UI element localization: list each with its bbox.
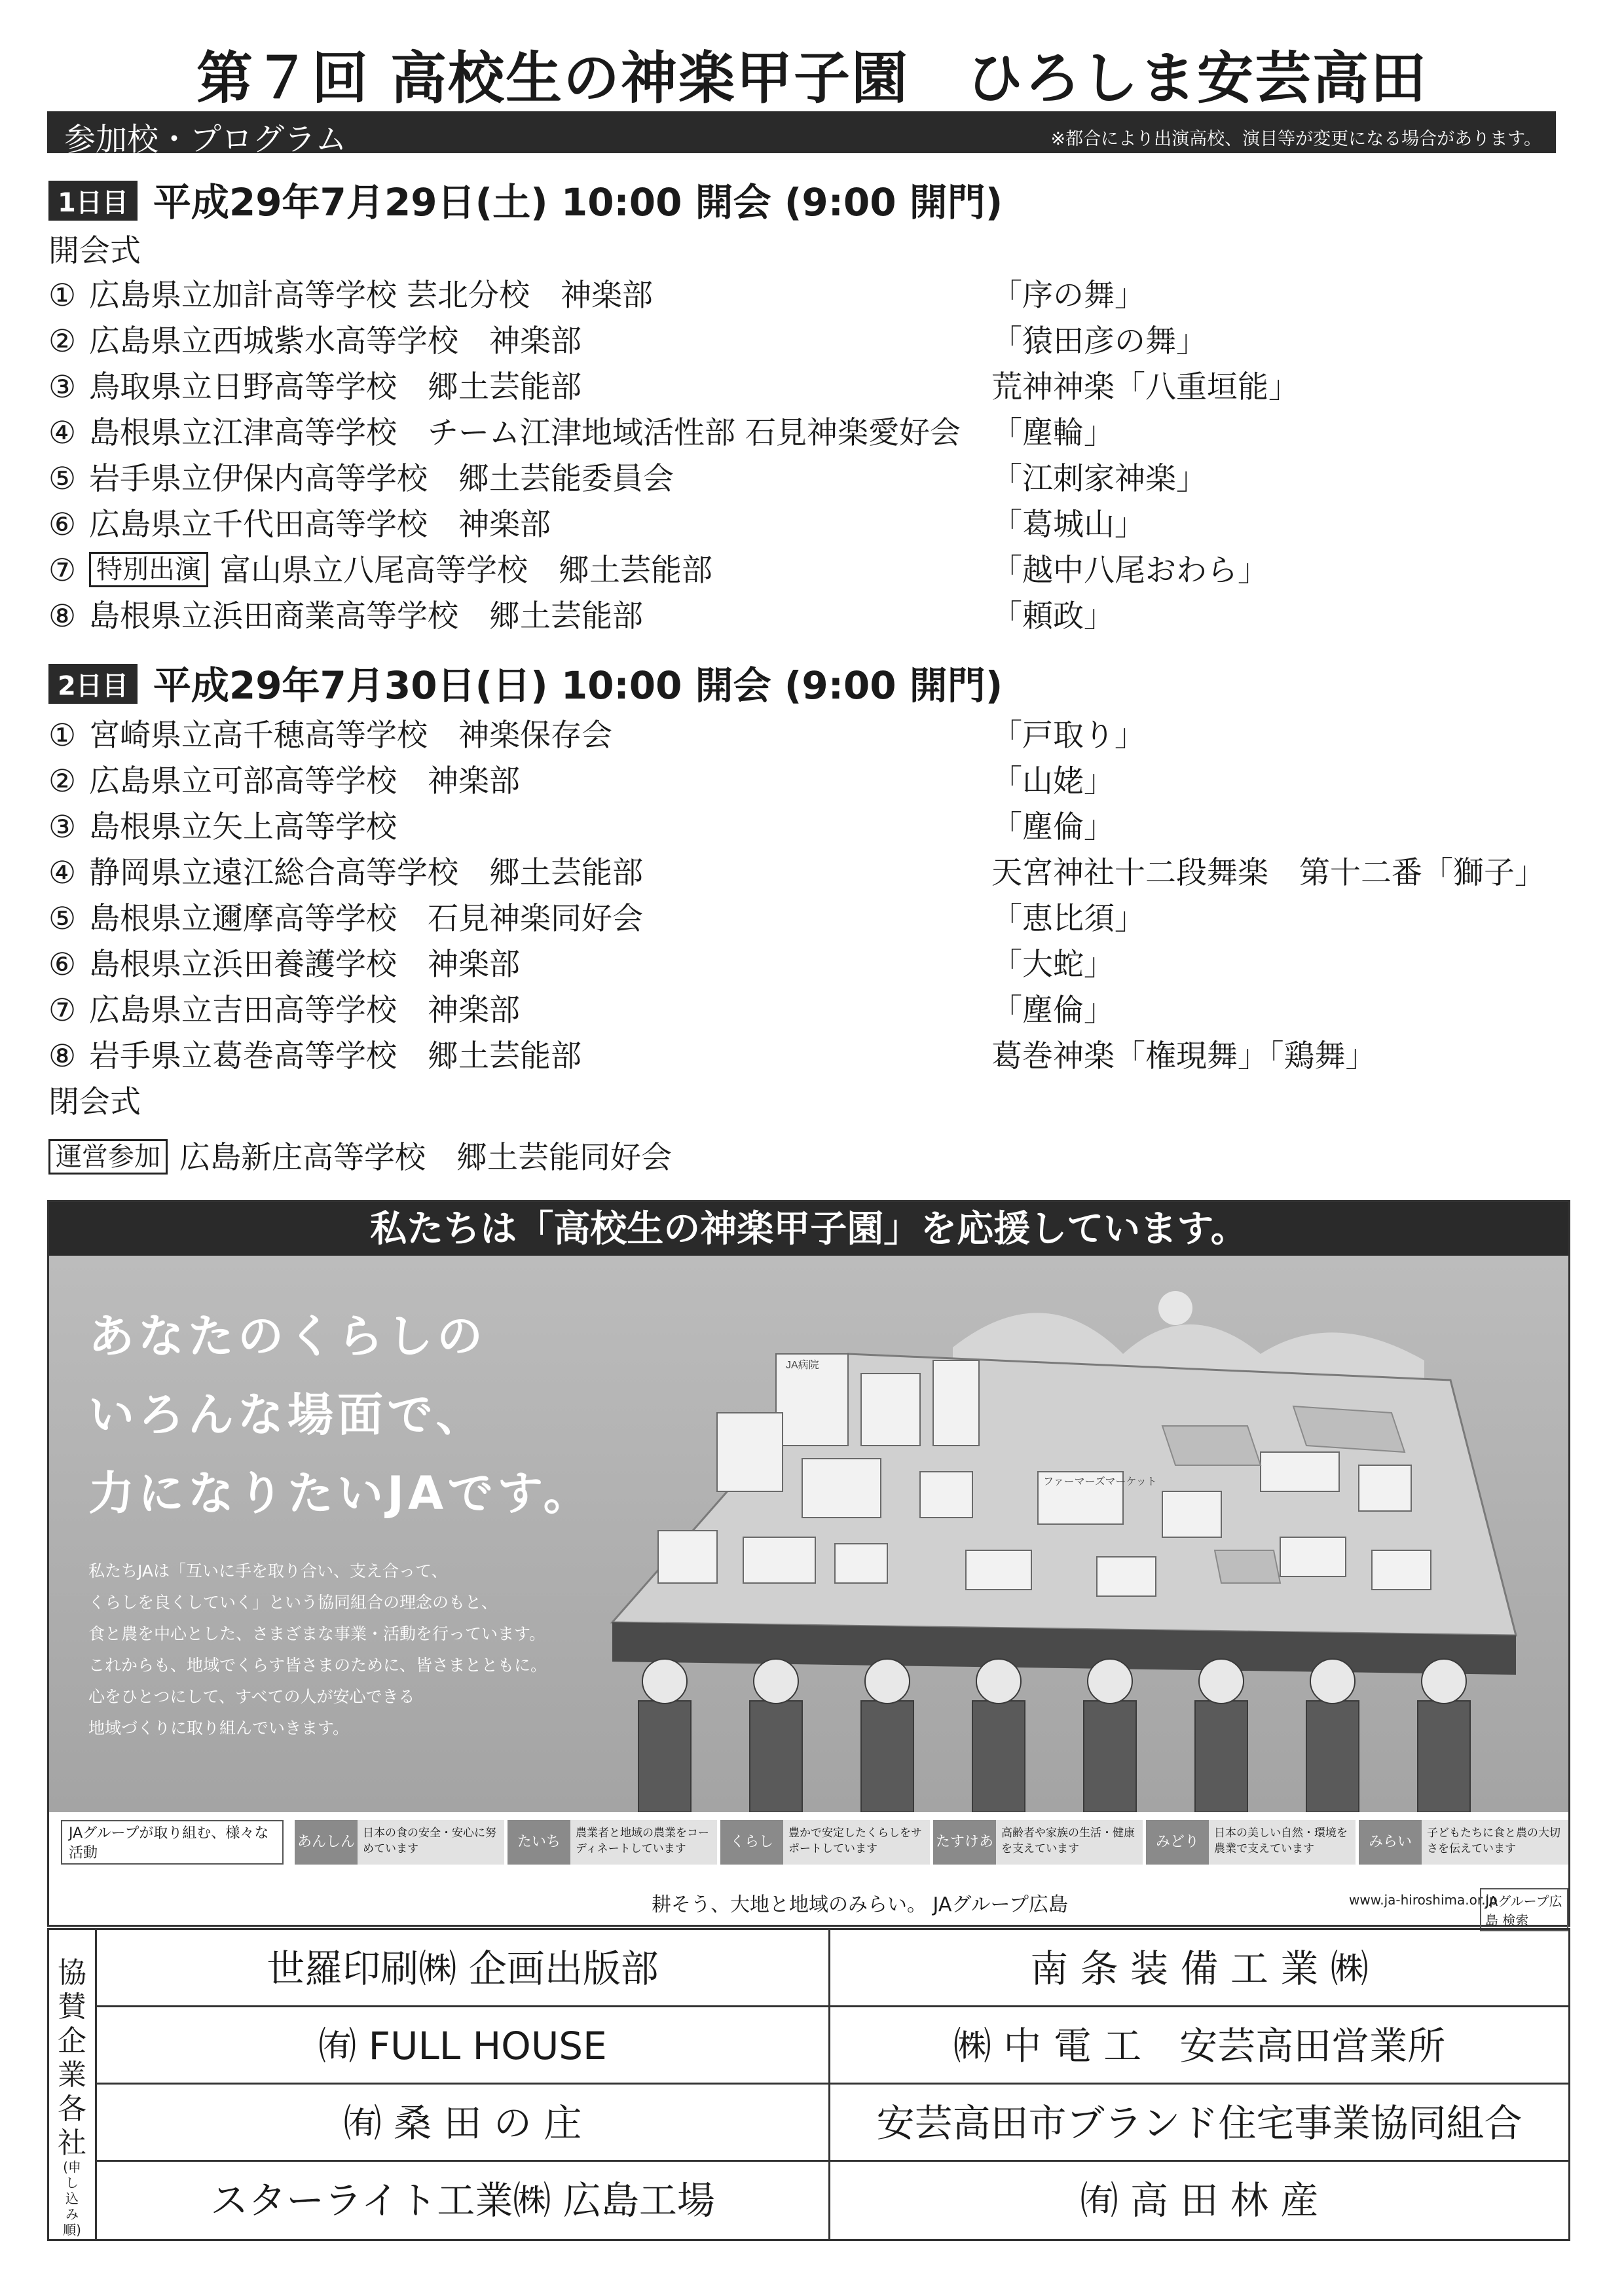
sponsor-cell: 安芸高田市ブランド住宅事業協同組合 xyxy=(830,2085,1568,2162)
activities-strip xyxy=(49,1812,1568,1895)
activity-desc: 高齢者や家族の生活・健康を支えています xyxy=(1001,1827,1135,1855)
day2-badge: 2日目 xyxy=(48,664,138,704)
school-name: 岩手県立葛巻高等学校 郷土芸能部 xyxy=(89,1038,581,1074)
activity-key: たすけあい xyxy=(933,1820,996,1865)
row-number: ③ xyxy=(48,369,77,405)
sponsor-cell: ㈲ 高 田 林 産 xyxy=(1080,2178,1319,2223)
day2-date: 平成29年7月30日(日) 10:00 開会 (9:00 開門) xyxy=(153,663,1003,708)
program-title: 「猿田彦の舞」 xyxy=(991,323,1207,359)
row-number: ② xyxy=(48,323,77,359)
support-tag: 運営参加 xyxy=(48,1139,168,1175)
row-number: ⑥ xyxy=(48,947,77,983)
ad-paragraph-line: 心をひとつにして、すべての人が安心できる xyxy=(88,1687,415,1706)
row-number: ③ xyxy=(48,809,77,845)
people-illustration xyxy=(638,1659,1470,1812)
program-title: 荒神神楽「八重垣能」 xyxy=(991,369,1299,405)
activity-item xyxy=(720,1820,930,1865)
activities-lead: JAグループが取り組む、様々な活動 xyxy=(61,1820,284,1865)
school-name: 鳥取県立日野高等学校 郷土芸能部 xyxy=(89,369,581,405)
activity-desc: 子どもたちに食と農の大切さを伝えています xyxy=(1427,1827,1560,1855)
sponsor-cell: スターライト工業㈱ 広島工場 xyxy=(210,2178,715,2223)
row-number: ④ xyxy=(48,855,77,891)
day1-badge: 1日目 xyxy=(48,181,138,221)
activity-key: みらい xyxy=(1359,1820,1422,1865)
opening-ceremony: 開会式 xyxy=(48,233,141,269)
day2-heading xyxy=(48,655,1003,707)
program-title: 「塵倫」 xyxy=(991,809,1115,845)
activity-desc: 日本の食の安全・安心に努めています xyxy=(363,1827,496,1855)
row-number: ⑥ xyxy=(48,507,77,543)
school-name: 広島県立可部高等学校 神楽部 xyxy=(89,763,520,799)
special-guest-tag: 特別出演 xyxy=(89,552,208,587)
activity-item xyxy=(507,1820,717,1865)
school-name: 宮崎県立高千穂高等学校 神楽保存会 xyxy=(89,718,612,754)
ad-paragraph-line: 食と農を中心とした、さまざまな事業・活動を行っています。 xyxy=(88,1624,546,1643)
day1-date: 平成29年7月29日(土) 10:00 開会 (9:00 開門) xyxy=(153,180,1003,225)
row-number: ⑧ xyxy=(48,1038,77,1074)
sponsor-cell: ㈲ 桑 田 の 庄 xyxy=(97,2085,828,2162)
row-number: ① xyxy=(48,718,77,754)
activity-item xyxy=(1146,1820,1356,1865)
activity-desc: 農業者と地域の農業をコーディネートしています xyxy=(576,1827,709,1855)
change-notice: ※都合により出演高校、演目等が変更になる場合があります。 xyxy=(1050,129,1541,149)
day1-heading xyxy=(48,172,1003,224)
activity-key: あんしん xyxy=(295,1820,358,1865)
school-name: 広島県立加計高等学校 芸北分校 神楽部 xyxy=(89,278,653,314)
school-name: 広島県立西城紫水高等学校 神楽部 xyxy=(89,323,581,359)
row-number: ⑤ xyxy=(48,461,77,497)
activity-item xyxy=(1359,1820,1568,1865)
program-title: 天宮神社十二段舞楽 第十二番「獅子」 xyxy=(991,855,1545,891)
school-name: 島根県立江津高等学校 チーム江津地域活性部 石見神楽愛好会 xyxy=(89,415,961,451)
sponsor-cell: ㈲ FULL HOUSE xyxy=(97,2007,828,2085)
ad-paragraph-line: これからも、地域でくらす皆さまのために、皆さまとともに。 xyxy=(88,1656,547,1675)
school-name: 広島県立吉田高等学校 神楽部 xyxy=(89,993,520,1029)
sponsor-order-note: (申し込み順) xyxy=(63,2159,81,2238)
program-title: 「頼政」 xyxy=(991,598,1115,634)
row-number: ② xyxy=(48,763,77,799)
catch-line-1: あなたのくらしの xyxy=(88,1309,487,1363)
activity-desc: 日本の美しい自然・環境を農業で支えています xyxy=(1214,1827,1348,1855)
row-number: ⑧ xyxy=(48,598,77,634)
sun-illustration xyxy=(1158,1291,1192,1325)
program-title: 「大蛇」 xyxy=(991,947,1115,983)
program-title: 「塵輪」 xyxy=(991,415,1115,451)
section-label: 参加校・プログラム xyxy=(64,121,347,158)
program-title: 「山姥」 xyxy=(991,763,1115,799)
catch-line-3: 力になりたいJAです。 xyxy=(88,1467,593,1520)
sponsor-cell: 世羅印刷㈱ 企画出版部 xyxy=(97,1930,828,2007)
program-title: 「戸取り」 xyxy=(991,718,1145,754)
ad-header: 私たちは「高校生の神楽甲子園」を応援しています。 xyxy=(49,1202,1568,1256)
activity-item xyxy=(295,1820,504,1865)
program-title: 「恵比須」 xyxy=(991,901,1145,937)
market-sign: ファーマーズマーケット xyxy=(1043,1476,1157,1487)
school-name: 岩手県立伊保内高等学校 郷土芸能委員会 xyxy=(89,461,674,497)
school-name: 広島県立千代田高等学校 神楽部 xyxy=(89,507,551,543)
ja-url[interactable]: www.ja-hiroshima.or.jp xyxy=(1349,1892,1498,1908)
activity-key: くらし xyxy=(720,1820,783,1865)
school-name: 富山県立八尾高等学校 郷土芸能部 xyxy=(220,553,712,589)
ad-paragraph-line: くらしを良くしていく」という協同組合の理念のもと、 xyxy=(88,1593,498,1612)
ja-search-badge: JAグループ広島 検索 xyxy=(1480,1888,1568,1931)
sponsor-cell: 南 条 装 備 工 業 ㈱ xyxy=(830,1930,1568,2007)
school-name: 島根県立邇摩高等学校 石見神楽同好会 xyxy=(89,901,643,937)
ad-paragraph-line: 地域づくりに取り組んでいきます。 xyxy=(88,1719,350,1738)
closing-ceremony: 閉会式 xyxy=(48,1084,141,1120)
activity-item xyxy=(933,1820,1143,1895)
school-name: 島根県立浜田養護学校 神楽部 xyxy=(89,947,520,983)
row-number: ① xyxy=(48,278,77,314)
sponsor-side-label xyxy=(49,1930,97,2239)
school-name: 島根県立矢上高等学校 xyxy=(89,809,397,845)
program-title: 「葛城山」 xyxy=(991,507,1145,543)
ja-slogan: 耕そう、大地と地域のみらい。 JAグループ広島 xyxy=(652,1893,1068,1916)
school-name: 静岡県立遠江総合高等学校 郷土芸能部 xyxy=(89,855,643,891)
program-title: 「越中八尾おわら」 xyxy=(991,553,1268,589)
school-name: 島根県立浜田商業高等学校 郷土芸能部 xyxy=(89,598,643,634)
row-number: ⑦ xyxy=(48,553,77,589)
hospital-sign: JA病院 xyxy=(786,1360,819,1371)
row-number: ⑤ xyxy=(48,901,77,937)
ad-paragraph-line: 私たちJAは「互いに手を取り合い、支え合って、 xyxy=(88,1561,448,1580)
sponsor-cell: ㈱ 中 電 工 安芸高田営業所 xyxy=(830,2007,1568,2085)
activity-desc: 豊かで安定したくらしをサポートしています xyxy=(788,1827,922,1855)
row-number: ⑦ xyxy=(48,993,77,1029)
support-row xyxy=(48,1136,672,1180)
program-title: 「江刺家神楽」 xyxy=(991,461,1207,497)
page-title: 第７回 高校生の神楽甲子園 ひろしま安芸高田 xyxy=(196,46,1428,111)
section-bar xyxy=(47,111,1556,158)
row-number: ④ xyxy=(48,415,77,451)
catch-line-2: いろんな場面で、 xyxy=(88,1388,486,1442)
ad-footer xyxy=(49,1879,1568,1928)
activity-key: みどり xyxy=(1146,1820,1209,1865)
program-title: 葛巻神楽「権現舞」「鶏舞」 xyxy=(991,1038,1376,1074)
support-school: 広島新庄高等学校 郷土芸能同好会 xyxy=(179,1140,672,1176)
program-title: 「塵倫」 xyxy=(991,993,1115,1029)
sponsor-label: 協賛企業各社 xyxy=(58,1956,86,2160)
activity-key: たいち xyxy=(507,1820,570,1865)
program-title: 「序の舞」 xyxy=(991,278,1145,314)
